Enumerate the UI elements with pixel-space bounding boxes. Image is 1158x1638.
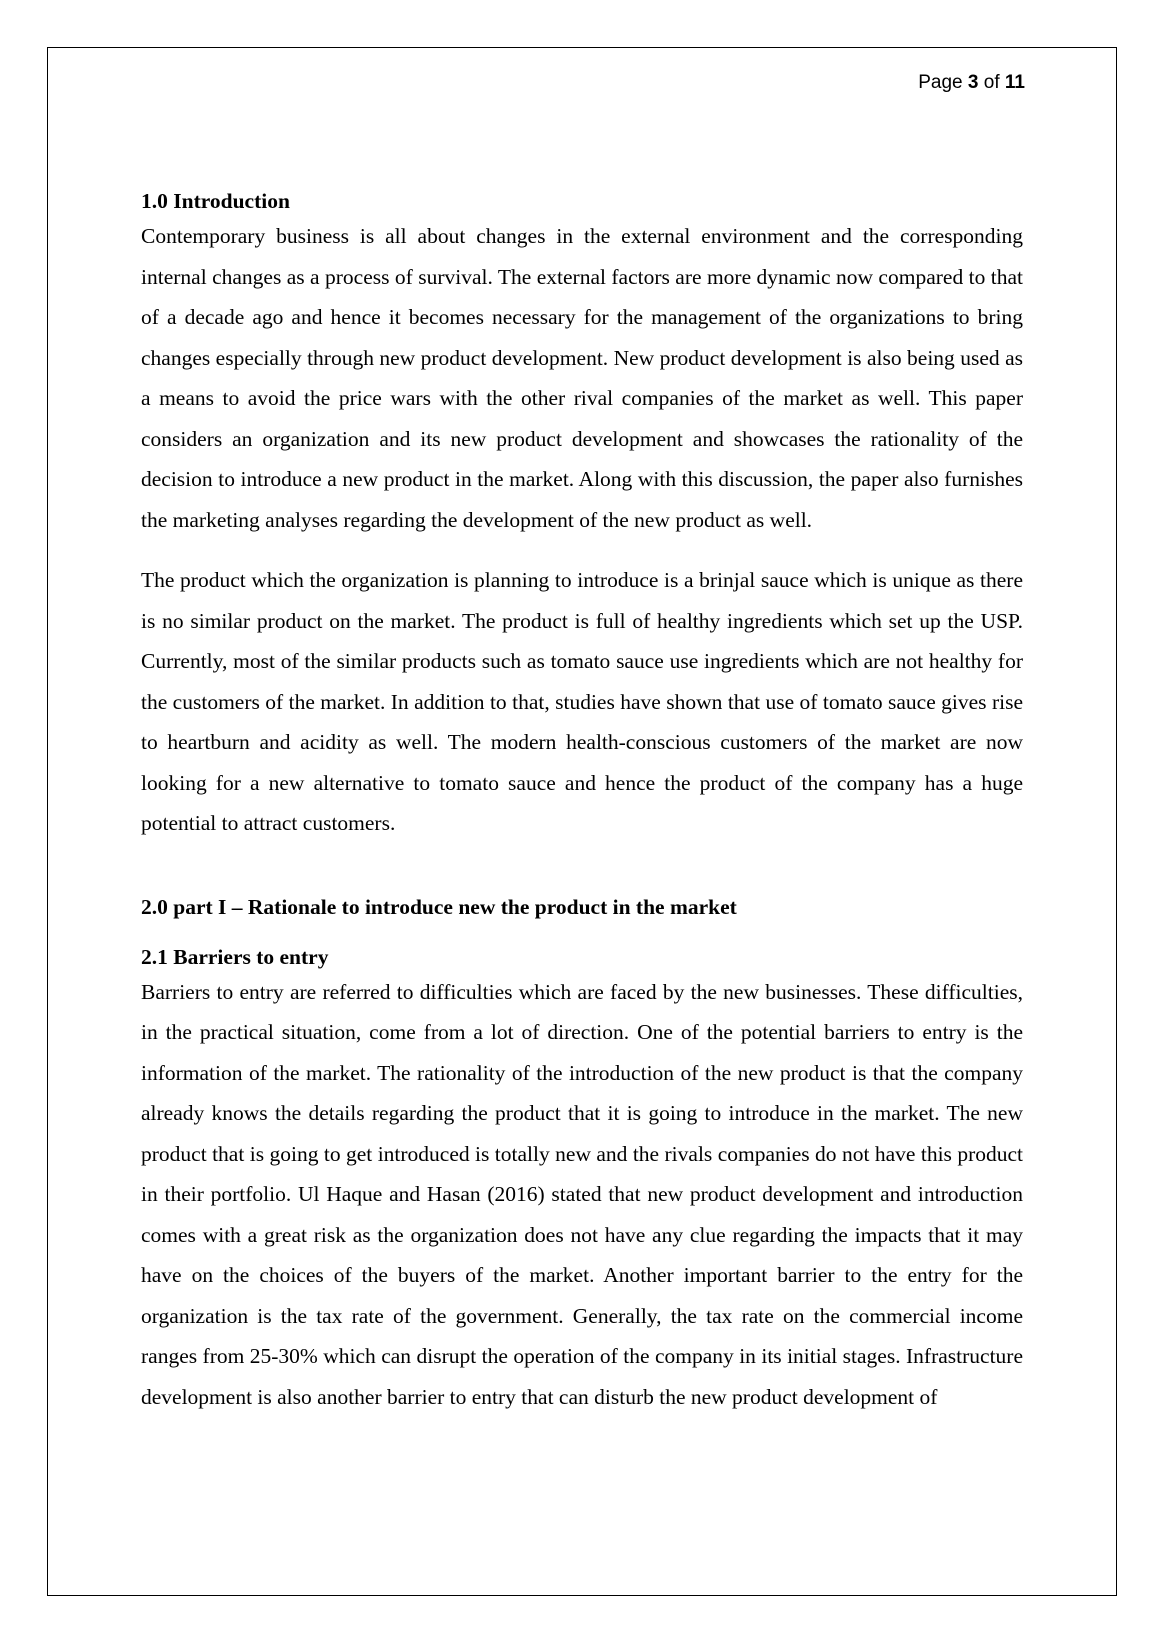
- barriers-paragraph: Barriers to entry are referred to difficulties which are faced by the new businesses. These difficulties, in the practical situation, come from a lot of direction. One of the potential barriers to entry is the information of the market. The rationality of the introduction of the new product is that the company already knows the details regarding the product that it is going to introduce in the market. The new product that is going to get introduced is totally new and the rivals companies do not have this product in their portfolio. Ul Haque and Hasan (2016) stated that new product development and introduction comes with a great risk as the organization does not have any clue regarding the impacts that it may have on the choices of the buyers of the market. Another important barrier to the entry for the organization is the tax rate of the government. Generally, the tax rate on the commercial income ranges from 25-30% which can disrupt the operation of the company in its initial stages. Infrastructure development is also another barrier to entry that can disturb the new product development of: [141, 979, 1023, 1409]
- introduction-paragraph-1: Contemporary business is all about changes in the external environment and the corresponding internal changes as a process of survival. The external factors are more dynamic now compared to that of a decade ago and hence it becomes necessary for the management of the organizations to bring changes especially through new product development. New product development is also being used as a means to avoid the price wars with the other rival companies of the market as well. This paper considers an organization and its new product development and showcases the rationality of the decision to introduce a new product in the market. Along with this discussion, the paper also furnishes the marketing analyses regarding the development of the new product as well.: [141, 224, 1023, 532]
- page-of-label: of: [983, 72, 1000, 93]
- introduction-paragraph-2: The product which the organization is planning to introduce is a brinjal sauce which is unique as there is no similar product on the market. The product is full of healthy ingredients which set up the USP. Currently, most of the similar products such as tomato sauce use ingredients which are not healthy for the customers of the market. In addition to that, studies have shown that use of tomato sauce gives rise to heartburn and acidity as well. The modern health-conscious customers of the market are now looking for a new alternative to tomato sauce and hence the product of the company has a huge potential to attract customers.: [141, 568, 1023, 835]
- current-page-number: 3: [967, 72, 979, 93]
- part1-heading: 2.0 part I – Rationale to introduce new the product in the market: [141, 894, 737, 919]
- barriers-heading: 2.1 Barriers to entry: [141, 944, 329, 969]
- page-prefix: Page: [918, 72, 963, 93]
- total-pages-number: 11: [1004, 72, 1025, 93]
- page-number-header: [918, 72, 1025, 94]
- document-body: [141, 186, 1023, 1417]
- introduction-heading: 1.0 Introduction: [141, 189, 290, 213]
